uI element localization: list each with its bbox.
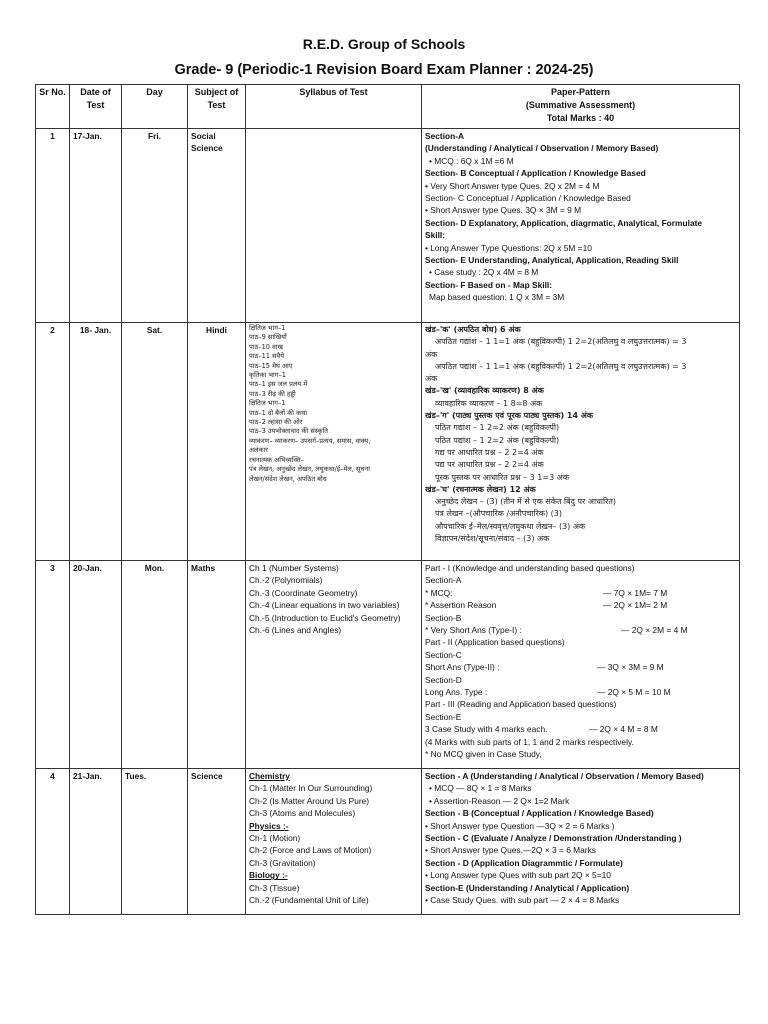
col-syllabus: Syllabus of Test [246,85,422,129]
col-paper-pattern: Paper-Pattern (Summative Assessment) Total Marks : 40 [422,85,740,129]
date-cell: 17-Jan. [70,129,122,323]
sr-cell: 4 [36,769,70,915]
table-row [36,129,740,323]
syllabus-cell: Ch 1 (Number Systems) Ch.-2 (Polynomials) Ch.-3 (Coordinate Geometry) Ch.-4 (Linear equations in two variables) Ch.-5 (Introduction to Euclid's Geometry) Ch.-6 (Lines and Angles) [246,561,422,769]
exam-planner-table [35,84,740,915]
pattern-cell: खंड–'क' (अपठित बोध) 6 अंक अपठित गद्यांश – 1 1=1 अंक (बहुविकल्पी) 1 2=2(अतिलघु व लघुउत्तरात्मक) = 3 अंक अपठित पद्यांश – 1 1=1 अंक (बहुविकल्पी) 1 2=2(अतिलघु व लघुउत्तरात्मक) = 3 अंक खंड–'ख' (व्यावहारिक व्याकरण) 8 अंक व्यावहारिक व्याकरण – 1 8=8 अंक खंड–'ग' (पाठ्य पुस्तक एवं पूरक पाठ्य पुस्तक) 14 अंक पठित गद्यांश – 1 2=2 अंक (बहुविकल्पी) पठित पद्यांश – 1 2=2 अंक (बहुविकल्पी) गद्य पर आधारित प्रश्न – 2 2=4 अंक पद्य पर आधारित प्रश्न – 2 2=4 अंक पूरक पुस्तक पर आधारित प्रश्न – 3 1=3 अंक खंड–'घ' (रचनात्मक लेखन) 12 अंक अनुच्छेद लेखन – (3) (तीन में से एक संकेत बिंदु पर आधारित) पत्र लेखन –(औपचारिक /अनौपचारिक) (3) औपचारिक ई–मेल/स्ववृत्त/लघुकथा लेखन– (3) अंक विज्ञापन/संदेश/सूचना/संवाद – (3) अंक [422,323,740,561]
table-row [36,769,740,915]
pattern-cell: Part - I (Knowledge and understanding based questions) Section-A * MCQ: — 7Q × 1M= 7 M * Assertion Reason — 2Q × 1M= 2 M Section-B * Very Short Ans (Type-I) : — 2Q × 2M = 4 M Part - II (Application based questions) Section-C Short Ans (Type-II) : — 3Q × 3M = 9 M Section-D Long Ans. Type : — 2Q × 5 M = 10 M Part - III (Reading and Application based questions) Section-E 3 Case Study with 4 marks each. — 2Q × 4 M = 8 M (4 Marks with sub parts of 1, 1 and 2 marks respectively. * No MCQ given in Case Study, [422,561,740,769]
col-date: Date of Test [70,85,122,129]
day-cell: Tues. [122,769,188,915]
day-cell: Fri. [122,129,188,323]
planner-title: Grade- 9 (Periodic-1 Revision Board Exam Planner : 2024-25) [174,62,594,78]
pattern-cell: Section - A (Understanding / Analytical / Observation / Memory Based) • MCQ — 8Q × 1 = 8 Marks • Assertion-Reason — 2 Q× 1=2 Mark Section - B (Conceptual / Application / Knowledge Based) • Short Answer type Question —3Q × 2 = 6 Marks ) Section - C (Evaluate / Analyze / Demonstration /Understanding ) • Short Answer type Ques.—2Q × 3 = 6 Marks Section - D (Application Diagrammtic / Formulate) • Long Answer type Ques with sub part 2Q × 5=10 Section-E (Understanding / Analytical / Application) • Case Study Ques. with sub part — 2 × 4 = 8 Marks [422,769,740,915]
header-row [36,85,740,129]
subject-cell: Science [188,769,246,915]
table-row [36,561,740,769]
syllabus-cell: क्षितिज भाग–1 पाठ–9 साखियाँ पाठ–10 वाख पाठ–11 सवैये पाठ–15 मेघ आए कृतिका भाग–1 पाठ–1 इस जल प्रलय में पाठ–3 रीढ़ की हड्डी क्षितिज भाग–1 पाठ–1 दो बैलों की कथा पाठ–2 ल्हासा की ओर पाठ–3 उपभोक्तावाद की संस्कृति व्याकरण– व्याकरण– उपसर्ग–प्रत्यय, समास, वाक्य, अलंकार रचनात्मक अभिव्यक्ति– पत्र लेखन, अनुच्छेद लेखन, लघुकथा/ई–मेल, सूचना लेखन/संदेश लेखन, अपठित बोध [246,323,422,561]
syllabus-cell: Chemistry Ch-1 (Matter In Our Surrounding) Ch-2 (Is Matter Around Us Pure) Ch-3 (Atoms and Molecules) Physics :- Ch-1 (Motion) Ch-2 (Force and Laws of Motion) Ch-3 (Gravitation) Biology :- Ch-3 (Tissue) Ch.-2 (Fundamental Unit of Life) [246,769,422,915]
subject-cell: Hindi [188,323,246,561]
sr-cell: 3 [36,561,70,769]
subject-cell: Social Science [188,129,246,323]
sr-cell: 2 [36,323,70,561]
pattern-cell: Section-A (Understanding / Analytical / Observation / Memory Based) • MCQ : 6Q x 1M =6 M Section- B Conceptual / Application / Knowledge Based • Very Short Answer type Ques. 2Q x 2M = 4 M Section- C Conceptual / Application / Knowledge Based • Short Answer type Ques. 3Q × 3M = 9 M Section- D Explanatory, Application, diagrmatic, Analytical, Formulate Skill: • Long Answer Type Questions: 2Q x 5M =10 Section- E Understanding, Analytical, Application, Reading Skill • Case study : 2Q x 4M = 8 M Section- F Based on - Map Skill: Map based question: 1 Q x 3M = 3M [422,129,740,323]
date-cell: 18- Jan. [70,323,122,561]
col-sr-no: Sr No. [36,85,70,129]
school-name: R.E.D. Group of Schools [302,36,466,52]
syllabus-cell [246,129,422,323]
table-row [36,323,740,561]
date-cell: 21-Jan. [70,769,122,915]
day-cell: Sat. [122,323,188,561]
day-cell: Mon. [122,561,188,769]
date-cell: 20-Jan. [70,561,122,769]
col-day: Day [122,85,188,129]
sr-cell: 1 [36,129,70,323]
col-subject: Subject of Test [188,85,246,129]
subject-cell: Maths [188,561,246,769]
